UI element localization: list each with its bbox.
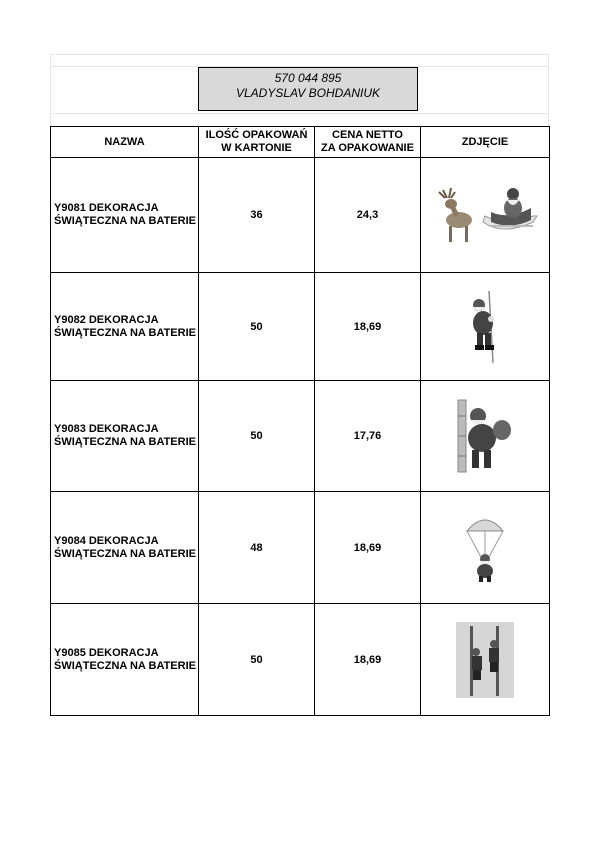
header-photo: ZDJĘCIE	[421, 127, 550, 158]
grid-line	[50, 54, 549, 55]
product-name: Y9081 DEKORACJA ŚWIĄTECZNA NA BATERIE	[51, 158, 199, 273]
product-price: 18,69	[315, 492, 421, 604]
product-price: 24,3	[315, 158, 421, 273]
header-name: NAZWA	[51, 127, 199, 158]
product-price: 18,69	[315, 273, 421, 381]
product-name: Y9085 DEKORACJA ŚWIĄTECZNA NA BATERIE	[51, 604, 199, 716]
table-row	[51, 492, 550, 604]
product-photo	[421, 381, 550, 492]
table-row	[51, 381, 550, 492]
contact-phone: 570 044 895	[274, 71, 342, 85]
table-row	[51, 273, 550, 381]
contact-name: VLADYSLAV BOHDANIUK	[235, 86, 381, 100]
header-quantity: ILOŚĆ OPAKOWAŃ W KARTONIE	[199, 127, 315, 158]
grid-line	[50, 113, 549, 114]
table-header-row	[51, 127, 550, 158]
table-row	[51, 604, 550, 716]
product-photo	[421, 158, 550, 273]
grid-line	[50, 54, 51, 126]
santa-climbing-ladder-image	[454, 396, 516, 476]
product-quantity: 36	[199, 158, 315, 273]
table-row	[51, 158, 550, 273]
product-quantity: 50	[199, 604, 315, 716]
santa-ladder-box-image	[456, 622, 514, 698]
contact-box	[198, 67, 418, 111]
santa-sleigh-reindeer-image	[429, 182, 541, 248]
product-name: Y9084 DEKORACJA ŚWIĄTECZNA NA BATERIE	[51, 492, 199, 604]
product-quantity: 48	[199, 492, 315, 604]
product-price: 17,76	[315, 381, 421, 492]
product-photo	[421, 492, 550, 604]
santa-parachute-image	[465, 513, 505, 583]
santa-climbing-rope-image	[463, 291, 507, 363]
product-price: 18,69	[315, 604, 421, 716]
product-photo	[421, 273, 550, 381]
product-name: Y9082 DEKORACJA ŚWIĄTECZNA NA BATERIE	[51, 273, 199, 381]
product-name: Y9083 DEKORACJA ŚWIĄTECZNA NA BATERIE	[51, 381, 199, 492]
product-quantity: 50	[199, 381, 315, 492]
header-price: CENA NETTO ZA OPAKOWANIE	[315, 127, 421, 158]
grid-line	[548, 54, 549, 126]
product-table	[50, 126, 550, 716]
product-quantity: 50	[199, 273, 315, 381]
product-photo	[421, 604, 550, 716]
